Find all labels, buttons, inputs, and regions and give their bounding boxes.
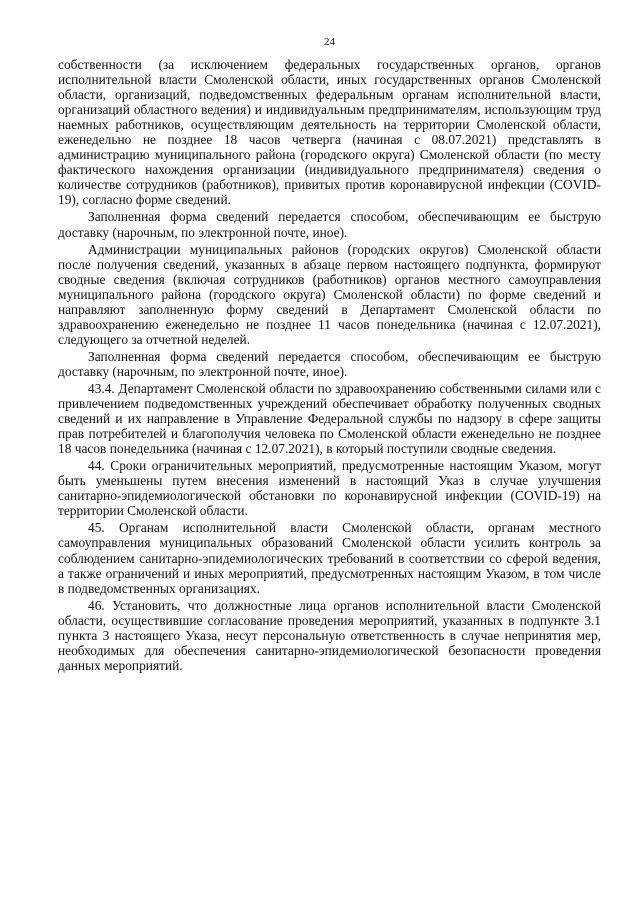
paragraph: Заполненная форма сведений передается способом, обеспечивающим ее быструю доставку (нарочным, по электронной почте, иное). [58, 209, 601, 240]
paragraph: Заполненная форма сведений передается способом, обеспечивающим ее быструю доставку (нарочным, по электронной почте, иное). [58, 348, 601, 379]
document-body [58, 57, 601, 673]
paragraph: 44. Сроки ограничительных мероприятий, предусмотренные настоящим Указом, могут быть уменьшены путем внесения изменений в настоящий Указ в случае улучшения санитарно-эпидемиологической обстановки по коронавирусной инфекции (COVID-19) на территории Смоленской области. [58, 458, 601, 519]
paragraph: 46. Установить, что должностные лица органов исполнительной власти Смоленской области, осуществившие согласование проведения мероприятий, указанных в подпункте 3.1 пункта 3 настоящего Указа, несут персональную ответственность в случае непринятия мер, необходимых для обеспечения санитарно-эпидемиологической безопасности проведения данных мероприятий. [58, 597, 601, 673]
paragraph: 43.4. Департамент Смоленской области по здравоохранению собственными силами или с привлечением подведомственных учреждений обеспечивает обработку полученных сводных сведений и их направление в Управление Федеральной службы по надзору в сфере защиты прав потребителей и благополучия человека по Смоленской области еженедельно не позднее 18 часов понедельника (начиная с 12.07.2021), в который поступили сводные сведения. [58, 380, 601, 457]
paragraph: 45. Органам исполнительной власти Смоленской области, органам местного самоуправления муниципальных образований Смоленской области усилить контроль за соблюдением санитарно-эпидемиологических требований в соответствии со сферой ведения, а также ограничений и иных мероприятий, предусмотренных настоящим Указом, в том числе в подведомственных организациях. [58, 520, 601, 596]
page-number: 24 [324, 36, 335, 48]
paragraph: Администрации муниципальных районов (городских округов) Смоленской области после получения сведений, указанных в абзаце первом настоящего подпункта, формируют сводные сведения (включая сотрудников (работников) органов местного самоуправления муниципального района (городского округа) Смоленской области) по форме сведений и направляют заполненную форму сведений в Департамент Смоленской области по здравоохранению еженедельно не позднее 11 часов понедельника (начиная с 12.07.2021), следующего за отчетной неделей. [58, 241, 601, 347]
paragraph: собственности (за исключением федеральных государственных органов, органов исполнительной власти Смоленской области, иных государственных органов Смоленской области, организаций, подведомственных федеральным органам исполнительной власти, организаций областного ведения) и индивидуальным предпринимателям, использующим труд наемных работников, осуществляющим деятельность на территории Смоленской области, еженедельно не позднее 18 часов четверга (начиная с 08.07.2021) представлять в администрацию муниципального района (городского округа) Смоленской области (по месту фактического нахождения организации (индивидуального предпринимателя) сведения о количестве сотрудников (работников), привитых против коронавирусной инфекции (COVID-19), согласно форме сведений. [58, 57, 601, 208]
